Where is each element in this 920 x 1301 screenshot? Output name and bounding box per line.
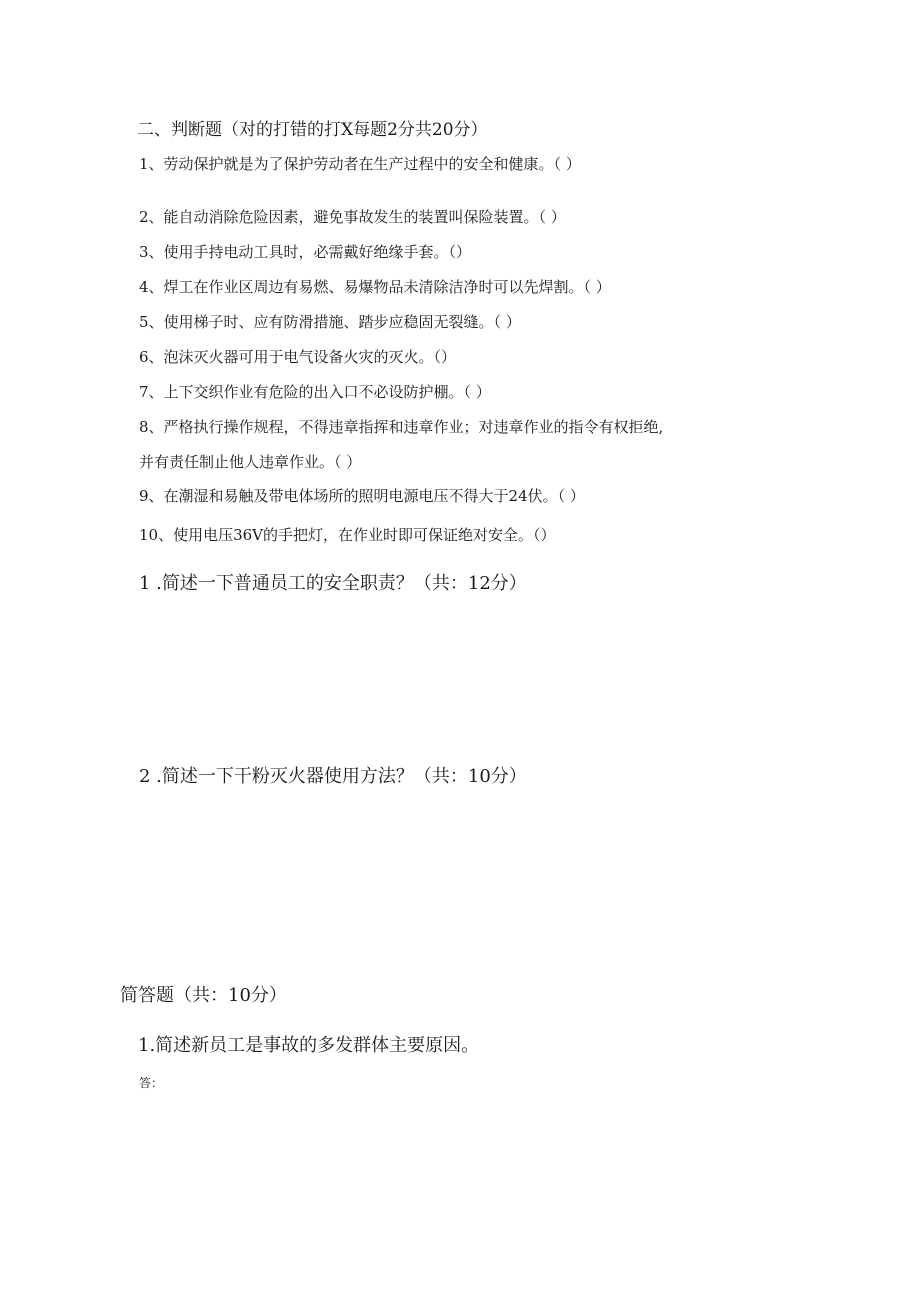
judgment-item-1: 1、劳动保护就是为了保护劳动者在生产过程中的安全和健康。（ ） xyxy=(139,155,581,173)
short-question-2: 2 .简述一下干粉灭火器使用方法？（共：10分） xyxy=(139,766,527,787)
judgment-item-9: 9、在潮湿和易触及带电体场所的照明电源电压不得大于24伏。（ ） xyxy=(139,487,585,505)
short-question-1: 1 .简述一下普通员工的安全职责？（共：12分） xyxy=(139,573,527,594)
judgment-item-6: 6、泡沫灭火器可用于电气设备火灾的灭火。（） xyxy=(139,348,457,366)
essay-section-title: 简答题（共：10分） xyxy=(120,985,287,1006)
judgment-item-8-continued: 并有责任制止他人违章作业。（ ） xyxy=(139,453,362,471)
judgment-item-3: 3、使用手持电动工具时，必需戴好绝缘手套。（） xyxy=(139,243,472,261)
essay-question-1: 1.简述新员工是事故的多发群体主要原因。 xyxy=(138,1035,480,1056)
judgment-section-title: 二、判断题（对的打错的打X每题2分共20分） xyxy=(137,120,488,140)
judgment-item-10: 10、使用电压36V的手把灯，在作业时即可保证绝对安全。（） xyxy=(139,526,556,544)
judgment-item-7: 7、上下交织作业有危险的出入口不必设防护棚。（ ） xyxy=(139,383,491,401)
judgment-item-2: 2、能自动消除危险因素，避免事故发生的装置叫保险装置。（ ） xyxy=(139,208,566,226)
judgment-item-8: 8、严格执行操作规程，不得违章指挥和违章作业；对违章作业的指令有权拒绝, xyxy=(139,418,664,436)
judgment-item-5: 5、使用梯子时、应有防滑措施、踏步应稳固无裂缝。（ ） xyxy=(139,313,521,331)
answer-label: 答： xyxy=(139,1076,164,1090)
judgment-item-4: 4、焊工在作业区周边有易燃、易爆物品未清除洁净时可以先焊割。（ ） xyxy=(139,278,611,296)
